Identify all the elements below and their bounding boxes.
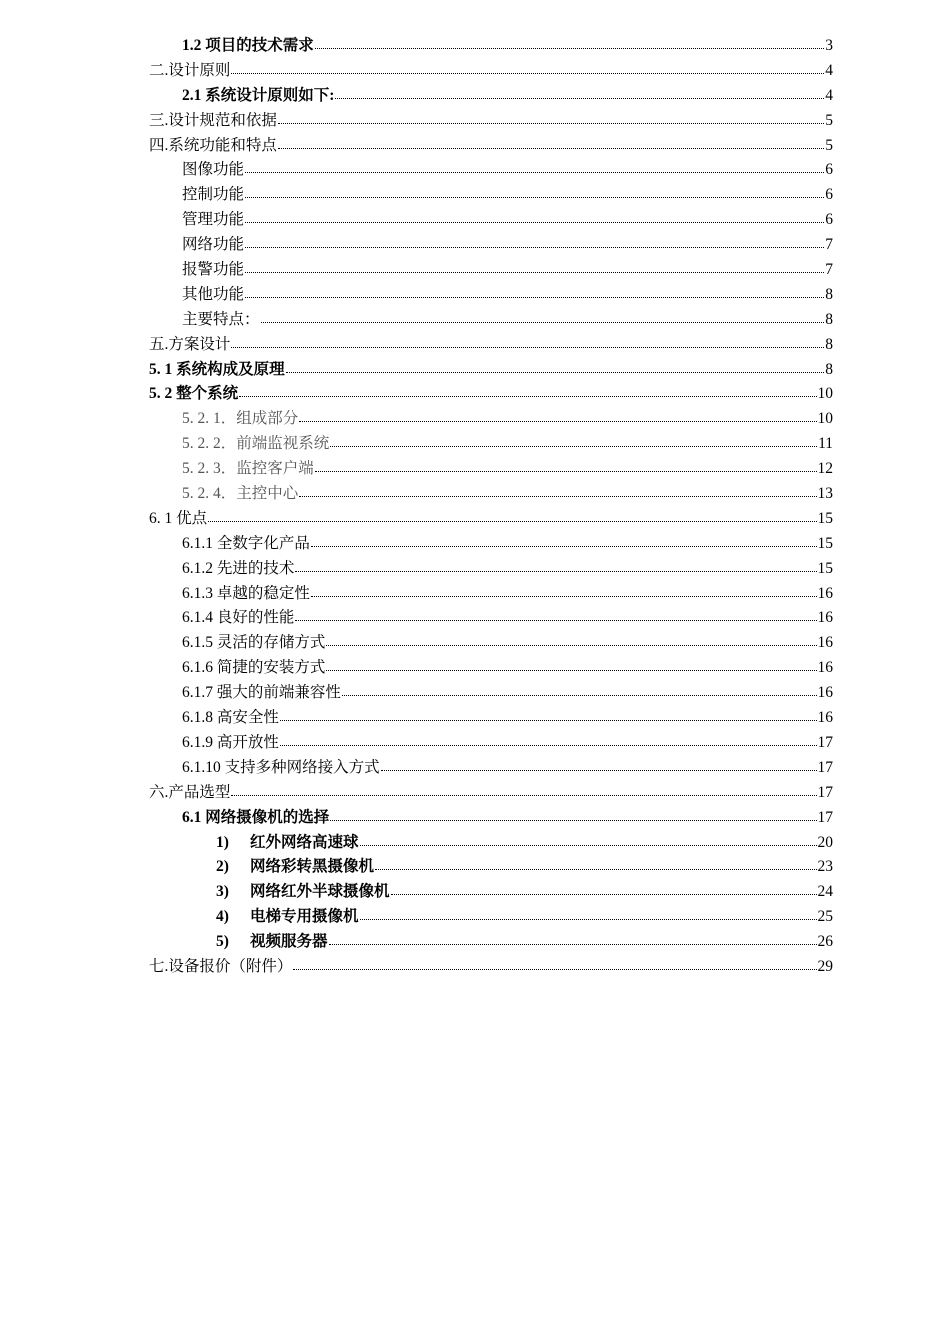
dot-leader <box>375 868 816 870</box>
toc-entry-label <box>216 854 374 876</box>
dot-leader <box>360 918 817 920</box>
toc-entry[interactable] <box>149 630 833 655</box>
toc-entry-title: 视频服务器 <box>250 933 328 951</box>
toc-entry-title: 五.方案设计 <box>149 335 231 353</box>
toc-entry-title: 6.1.9 高开放性 <box>182 733 279 751</box>
toc-entry-label <box>182 456 314 478</box>
toc-entry-title: 6.1.4 良好的性能 <box>182 609 295 627</box>
toc-entry[interactable] <box>149 332 833 357</box>
toc-entry-page: 7 <box>825 236 833 254</box>
toc-entry[interactable] <box>149 730 833 755</box>
toc-entry[interactable] <box>149 556 833 581</box>
toc-entry-title: 5. 2. 4．主控中心 <box>182 485 299 503</box>
toc-entry[interactable] <box>149 207 833 232</box>
table-of-contents <box>149 33 833 979</box>
toc-entry-label <box>182 257 244 279</box>
toc-entry[interactable] <box>149 830 833 855</box>
dot-leader <box>326 669 816 671</box>
toc-entry-page: 6 <box>825 161 833 179</box>
toc-entry-page: 29 <box>817 957 833 975</box>
toc-entry-label <box>182 182 244 204</box>
toc-entry-number: 3) <box>216 883 229 901</box>
toc-entry-title: 6.1.3 卓越的稳定性 <box>182 584 310 602</box>
toc-entry-label <box>216 904 359 926</box>
toc-entry-page: 12 <box>817 460 833 478</box>
toc-entry-page: 5 <box>825 136 833 154</box>
toc-entry-page: 17 <box>817 733 833 751</box>
dot-leader <box>261 321 825 323</box>
toc-entry[interactable] <box>149 232 833 257</box>
toc-entry[interactable] <box>149 481 833 506</box>
toc-entry-label <box>149 381 238 403</box>
toc-entry-label <box>149 954 292 976</box>
toc-entry-page: 16 <box>817 584 833 602</box>
toc-entry-title: 6.1.7 强大的前端兼容性 <box>182 684 341 702</box>
toc-entry-title: 5. 1 系统构成及原理 <box>149 360 285 378</box>
dot-leader <box>239 395 816 397</box>
toc-entry[interactable] <box>149 680 833 705</box>
toc-entry[interactable] <box>149 108 833 133</box>
toc-entry-title: 6.1.1 全数字化产品 <box>182 534 310 552</box>
toc-entry-label <box>182 431 329 453</box>
toc-entry[interactable] <box>149 929 833 954</box>
toc-entry-page: 13 <box>817 485 833 503</box>
toc-entry-page: 8 <box>825 285 833 303</box>
toc-entry-page: 16 <box>817 659 833 677</box>
toc-entry-page: 23 <box>817 858 833 876</box>
toc-entry-label <box>149 332 230 354</box>
toc-entry-page: 5 <box>825 111 833 129</box>
toc-entry-label <box>182 630 325 652</box>
dot-leader <box>360 844 817 846</box>
toc-entry[interactable] <box>149 655 833 680</box>
toc-entry[interactable] <box>149 282 833 307</box>
dot-leader <box>391 893 817 895</box>
toc-entry-title: 5. 2. 2．前端监视系统 <box>182 435 330 453</box>
dot-leader <box>280 744 817 746</box>
toc-entry-page: 8 <box>825 360 833 378</box>
toc-entry-title: 其他功能 <box>182 285 245 303</box>
dot-leader <box>315 47 824 49</box>
toc-entry-label <box>149 133 277 155</box>
dot-leader <box>295 570 816 572</box>
toc-entry-title: 网络红外半球摄像机 <box>250 883 390 901</box>
toc-entry-title: 三.设计规范和依据 <box>149 111 277 129</box>
toc-entry-page: 20 <box>817 833 833 851</box>
toc-entry-page: 16 <box>817 684 833 702</box>
toc-entry[interactable] <box>149 133 833 158</box>
toc-entry-label <box>182 655 325 677</box>
toc-entry-title: 1.2 项目的技术需求 <box>182 37 314 54</box>
toc-entry[interactable] <box>149 257 833 282</box>
dot-leader <box>245 246 824 248</box>
toc-entry-page: 25 <box>817 908 833 926</box>
dot-leader <box>231 794 816 796</box>
toc-entry-number: 2) <box>216 858 229 876</box>
toc-entry-title: 七.设备报价（附件） <box>149 957 293 975</box>
dot-leader <box>231 72 824 74</box>
toc-entry-title: 6.1.2 先进的技术 <box>182 559 295 577</box>
dot-leader <box>245 296 824 298</box>
toc-entry-title: 网络功能 <box>182 236 245 254</box>
toc-entry-page: 11 <box>818 435 833 453</box>
toc-entry[interactable] <box>149 83 833 108</box>
toc-entry[interactable] <box>149 755 833 780</box>
toc-entry-label <box>182 207 244 229</box>
toc-entry[interactable] <box>149 182 833 207</box>
toc-entry-title: 5. 2. 1．组成部分 <box>182 410 299 428</box>
toc-entry[interactable] <box>149 406 833 431</box>
toc-entry-page: 17 <box>817 808 833 826</box>
dot-leader <box>278 147 824 149</box>
toc-entry[interactable] <box>149 605 833 630</box>
toc-entry-label <box>182 755 380 777</box>
toc-entry-title: 6.1 网络摄像机的选择 <box>182 808 330 826</box>
toc-entry-label <box>182 680 341 702</box>
dot-leader <box>311 595 817 597</box>
toc-entry[interactable] <box>149 581 833 606</box>
toc-entry-page: 24 <box>817 883 833 901</box>
toc-entry-title: 6.1.5 灵活的存储方式 <box>182 634 326 652</box>
toc-entry-title: 6. 1 优点 <box>149 509 208 527</box>
toc-entry-label <box>182 705 279 727</box>
toc-entry-label <box>182 33 314 55</box>
toc-entry-page: 6 <box>825 186 833 204</box>
toc-entry[interactable] <box>149 33 833 58</box>
dot-leader <box>231 346 824 348</box>
dot-leader <box>299 420 816 422</box>
toc-entry-page: 10 <box>817 410 833 428</box>
toc-entry-title: 红外网络高速球 <box>250 833 359 851</box>
toc-entry-page: 17 <box>817 758 833 776</box>
toc-entry-title: 2.1 系统设计原则如下: <box>182 86 335 104</box>
toc-entry[interactable] <box>149 307 833 332</box>
toc-entry-title: 5. 2. 3．监控客户端 <box>182 460 314 478</box>
toc-entry-title: 图像功能 <box>182 161 245 179</box>
toc-entry[interactable] <box>149 805 833 830</box>
dot-leader <box>330 819 816 821</box>
toc-entry-label <box>216 830 359 852</box>
dot-leader <box>208 520 816 522</box>
toc-entry-page: 16 <box>817 709 833 727</box>
dot-leader <box>299 495 816 497</box>
toc-entry-label <box>149 58 230 80</box>
toc-entry[interactable] <box>149 381 833 406</box>
toc-entry-title: 报警功能 <box>182 261 245 279</box>
dot-leader <box>245 196 824 198</box>
toc-entry-label <box>182 232 244 254</box>
toc-entry-page: 3 <box>825 37 833 54</box>
toc-entry-title: 6.1.6 简捷的安装方式 <box>182 659 326 677</box>
toc-entry-label <box>182 805 329 827</box>
toc-entry-title: 主要特点： <box>182 310 260 328</box>
toc-entry-title: 网络彩转黑摄像机 <box>250 858 375 876</box>
toc-entry-label <box>182 730 279 752</box>
toc-entry[interactable] <box>149 780 833 805</box>
toc-entry-page: 4 <box>825 61 833 79</box>
toc-entry-page: 15 <box>817 559 833 577</box>
dot-leader <box>278 122 824 124</box>
toc-entry[interactable] <box>149 879 833 904</box>
toc-entry[interactable] <box>149 506 833 531</box>
toc-entry-label <box>182 406 298 428</box>
toc-entry-label <box>182 282 244 304</box>
toc-entry-label <box>182 556 294 578</box>
toc-entry-number: 5) <box>216 933 229 951</box>
toc-entry-title: 六.产品选型 <box>149 783 231 801</box>
toc-entry-title: 电梯专用摄像机 <box>250 908 359 926</box>
toc-entry-label <box>216 879 390 901</box>
toc-entry-label <box>149 780 230 802</box>
toc-entry-label <box>182 157 244 179</box>
toc-entry-title: 管理功能 <box>182 211 245 229</box>
dot-leader <box>245 271 824 273</box>
toc-entry-title: 控制功能 <box>182 186 245 204</box>
toc-entry-page: 15 <box>817 534 833 552</box>
toc-entry-title: 6.1.8 高安全性 <box>182 709 279 727</box>
toc-entry-title: 二.设计原则 <box>149 61 231 79</box>
toc-entry[interactable] <box>149 357 833 382</box>
toc-entry-page: 16 <box>817 634 833 652</box>
toc-entry-page: 16 <box>817 609 833 627</box>
dot-leader <box>381 769 817 771</box>
dot-leader <box>330 445 817 447</box>
toc-entry-page: 15 <box>817 509 833 527</box>
toc-entry[interactable] <box>149 58 833 83</box>
toc-entry[interactable] <box>149 904 833 929</box>
toc-entry-page: 26 <box>817 933 833 951</box>
toc-entry-title: 5. 2 整个系统 <box>149 385 239 403</box>
dot-leader <box>329 943 817 945</box>
toc-entry-page: 10 <box>817 385 833 403</box>
toc-entry-label <box>149 506 207 528</box>
toc-entry-label <box>182 605 294 627</box>
toc-entry-page: 8 <box>825 335 833 353</box>
toc-entry-page: 17 <box>817 783 833 801</box>
toc-entry-number: 4) <box>216 908 229 926</box>
dot-leader <box>342 694 817 696</box>
toc-entry[interactable] <box>149 531 833 556</box>
toc-entry[interactable] <box>149 705 833 730</box>
toc-entry[interactable] <box>149 431 833 456</box>
dot-leader <box>245 221 824 223</box>
toc-entry-label <box>182 83 334 105</box>
toc-entry-label <box>182 481 298 503</box>
toc-entry-page: 8 <box>825 310 833 328</box>
dot-leader <box>286 371 825 373</box>
toc-entry[interactable] <box>149 157 833 182</box>
toc-entry-label <box>182 307 260 329</box>
toc-entry-label <box>216 929 328 951</box>
dot-leader <box>245 171 824 173</box>
toc-entry[interactable] <box>149 954 833 979</box>
dot-leader <box>326 644 816 646</box>
toc-entry-page: 7 <box>825 261 833 279</box>
dot-leader <box>335 97 824 99</box>
dot-leader <box>295 619 816 621</box>
toc-entry-page: 6 <box>825 211 833 229</box>
dot-leader <box>293 968 816 970</box>
dot-leader <box>311 545 817 547</box>
toc-entry[interactable] <box>149 854 833 879</box>
toc-entry-page: 4 <box>825 86 833 104</box>
toc-entry-label <box>149 108 277 130</box>
dot-leader <box>315 470 817 472</box>
toc-entry-title: 6.1.10 支持多种网络接入方式 <box>182 758 380 776</box>
toc-entry-label <box>182 581 310 603</box>
toc-entry-title: 四.系统功能和特点 <box>149 136 277 154</box>
toc-entry-label <box>182 531 310 553</box>
dot-leader <box>280 719 817 721</box>
toc-entry-label <box>149 357 285 379</box>
toc-entry-number: 1) <box>216 833 229 851</box>
toc-entry[interactable] <box>149 456 833 481</box>
